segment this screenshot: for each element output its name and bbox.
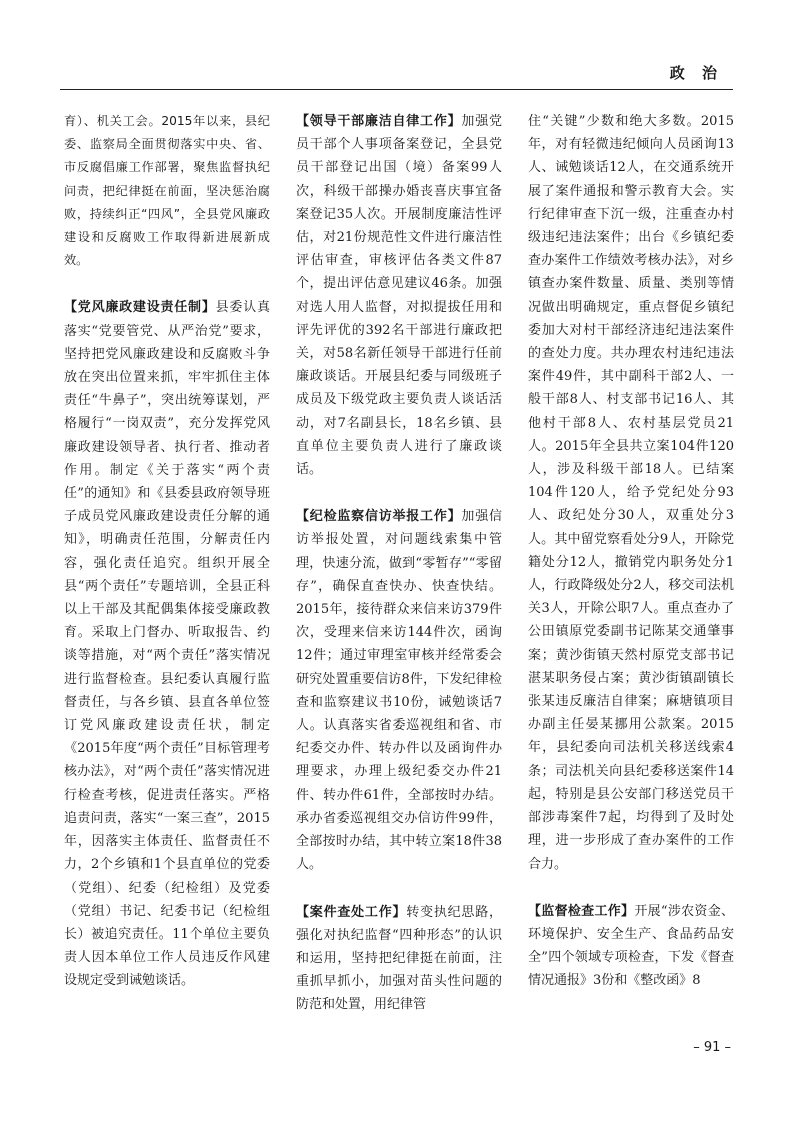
section-party-responsibility: [64, 296, 270, 992]
section-text: 转变执纪思路，强化对执纪监督“四种形态”的认识和运用，坚持把纪律挺在前面，注重抓早抓小，加强对苗头性问题的防范和处置，用纪律管: [296, 904, 502, 1013]
section-heading: 【纪检监察信访举报工作】: [296, 509, 462, 525]
section-text: 加强党员干部个人事项备案登记，全县党员干部登记出国（境）备案99人次，科级干部操办婚丧喜庆事宜备案登记35人次。开展制度廉洁性评估，对21份规范性文件进行廉洁性评估审查，审核评估各类文件87个，提出评估意见建议46条。加强对选人用人监督，对拟提拔任用和评先评优的392名干部进行廉政把关，对58名新任领导干部进行任前廉政谈话。开展县纪委与同级班子成员及下级党政主要负责人谈话活动，对7名副县长，18名乡镇、县直单位主要负责人进行了廉政谈话。: [296, 114, 502, 478]
section-petitions: [296, 505, 502, 876]
column-2: [296, 110, 502, 1017]
section-heading: 【领导干部廉洁自律工作】: [296, 114, 462, 129]
header-rule: [60, 89, 733, 90]
intro-text: 育）、机关工会。2015年以来，县纪委、监察局全面贯彻落实中央、省、市反腐倡廉工作部署，聚焦监督执纪问责，把纪律挺在前面，坚决惩治腐败，持续纠正“四风”，全县党风廉政建设和反腐败工作取得新进展新成效。: [64, 114, 270, 268]
section-case-investigation: [296, 901, 502, 1017]
section-heading: 【党风廉政建设责任制】: [64, 300, 216, 316]
section-text: 县委认真落实“党要管党、从严治党”要求，坚持把党风廉政建设和反腐败斗争放在突出位置来抓，牢牢抓住主体责任“牛鼻子”，突出统筹谋划，严格履行“一岗双责”，充分发挥党风廉政建设领导者、执行者、推动者作用。制定《关于落实“两个责任”的通知》和《县委县政府领导班子成员党风廉政建设责任分解的通知》，明确责任范围，分解责任内容，强化责任追究。组织开展全县“两个责任”专题培训，全县正科以上干部及其配偶集体接受廉政教育。采取上门督办、听取报告、约谈等措施，对“两个责任”落实情况进行监督检查。县纪委认真履行监督责任，与各乡镇、县直各单位签订党风廉政建设责任状，制定《2015年度“两个责任”目标管理考核办法》，对“两个责任”落实情况进行检查考核，促进责任落实。严格追责问责，落实“一案三查”，2015年，因落实主体责任、监督责任不力，2个乡镇和1个县直单位的党委（党组）、纪委（纪检组）及党委（党组）书记、纪委书记（纪检组长）被追究责任。11个单位主要负责人因本单位工作人员违反作风建设规定受到诫勉谈话。: [64, 300, 270, 989]
page-header: [60, 62, 733, 90]
column-1: [64, 110, 270, 993]
section-heading: 【监督检查工作】: [528, 903, 635, 919]
section-text: 住“关键”少数和绝大多数。2015年，对有轻微违纪倾向人员函询13人、诫勉谈话12人，在交通系统开展了案件通报和警示教育大会。实行纪律审查下沉一级，注重查办村级违纪违法案件；出台《乡镇纪委查办案件工作绩效考核办法》，对乡镇查办案件数量、质量、类别等情况做出明确规定，重点督促乡镇纪委加大对村干部经济违纪违法案件的查处力度。共办理农村违纪违法案件49件，其中副科干部2人、一般干部8人、村支部书记16人、其他村干部8人、农村基层党员21人。2015年全县共立案104件120人，涉及科级干部18人。已结案104件120人，给予党纪处分93人、政纪处分30人，双重处分3人。其中留党察看处分9人，开除党籍处分12人，撤销党内职务处分1人，行政降级处分2人，移交司法机关3人，开除公职7人。重点查办了公田镇原党委副书记陈某交通肇事案；黄沙街镇天然村原党支部书记湛某职务侵占案；黄沙街镇副镇长张某违反廉洁自律案；麻塘镇项目办副主任晏某挪用公款案。2015年，县纪委向司法机关移送线索4条；司法机关向县纪委移送案件14起，特别是县公安部门移送党员干部涉毒案件7起，均得到了及时处理，进一步形成了查办案件的工作合力。: [528, 114, 734, 872]
column-3: [528, 110, 734, 993]
article-body: [64, 110, 734, 1013]
section-supervision: [528, 900, 734, 993]
page-number: – 91 –: [693, 1040, 731, 1055]
section-title: 政 治: [669, 64, 723, 82]
section-text: 加强信访举报处置，对问题线索集中管理，快速分流，做到“零暂存”“零留存”，确保直查快办、快查快结。2015年，接待群众来信来访379件次，受理来信来访144件次，函询12件；通过审理室审核并经常委会研究处置重要信访8件，下发纪律检查和监察建议书10份，诫勉谈话7人。认真落实省委巡视组和省、市纪委交办件、转办件以及函询件办理要求，办理上级纪委交办件21件、转办件61件，全部按时办结。承办省委巡视组交办信访件99件，全部按时办结，其中转立案18件38人。: [296, 509, 502, 873]
section-text: 开展“涉农资金、环境保护、安全生产、食品药品安全”四个领域专项检查，下发《督查情况通报》3份和《整改函》8: [528, 903, 734, 989]
section-case-continuation: [528, 110, 734, 876]
section-heading: 【案件查处工作】: [296, 904, 407, 920]
intro-paragraph: [64, 110, 270, 272]
section-self-discipline: [296, 110, 502, 481]
